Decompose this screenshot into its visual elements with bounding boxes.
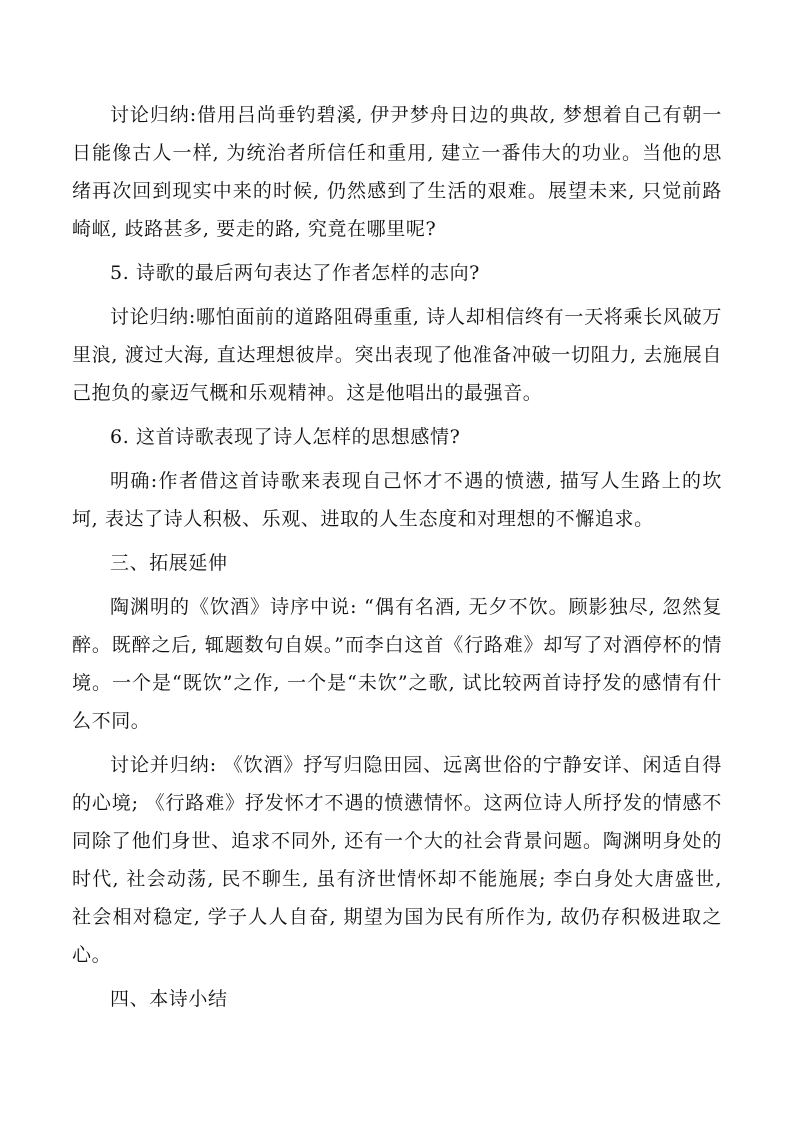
question-5: 5. 诗歌的最后两句表达了作者怎样的志向? [110, 262, 480, 284]
paragraph-discussion-2: 讨论归纳:哪怕面前的道路阻碍重重, 诗人却相信终有一天将乘长风破万里浪, 渡过大海, 直达理想彼岸。突出表现了他准备冲破一切阻力, 去施展自己抱负的豪迈气概和乐观精神。这是他唱出的最强音。 [72, 306, 722, 404]
paragraph-answer-6: 明确:作者借这首诗歌来表现自己怀才不遇的愤懑, 描写人生路上的坎坷, 表达了诗人积极、乐观、进取的人生态度和对理想的不懈追求。 [72, 470, 722, 530]
document-body [72, 96, 722, 1018]
paragraph-discussion-1: 讨论归纳:借用吕尚垂钓碧溪, 伊尹梦舟日边的典故, 梦想着自己有朝一日能像古人一样, 为统治者所信任和重用, 建立一番伟大的功业。当他的思绪再次回到现实中来的时候, 仍然感到了生活的艰难。展望未来, 只觉前路崎岖, 歧路甚多, 要走的路, 究竟在哪里呢? [72, 104, 722, 240]
paragraph-discussion-3: 讨论并归纳: 《饮酒》抒写归隐田园、远离世俗的宁静安详、闲适自得的心境; 《行路难》抒发怀才不遇的愤懑情怀。这两位诗人所抒发的情感不同除了他们身世、追求不同外, 还有一个大的社会背景问题。陶渊明身处的时代, 社会动荡, 民不聊生, 虽有济世情怀却不能施展; 李白身处大唐盛世, 社会相对稳定, 学子人人自奋, 期望为国为民有所作为, 故仍存积极进取之心。 [72, 754, 722, 966]
paragraph-extension-prompt: 陶渊明的《饮酒》诗序中说: “偶有名酒, 无夕不饮。顾影独尽, 忽然复醉。既醉之后, 辄题数句自娱。”而李白这首《行路难》却写了对酒停杯的情境。一个是“既饮”之作, 一个是“未饮”之歌, 试比较两首诗抒发的感情有什么不同。 [72, 596, 722, 732]
section-heading-extension: 三、拓展延伸 [110, 552, 228, 574]
section-heading-summary: 四、本诗小结 [110, 988, 228, 1010]
question-6: 6. 这首诗歌表现了诗人怎样的思想感情? [110, 426, 461, 448]
